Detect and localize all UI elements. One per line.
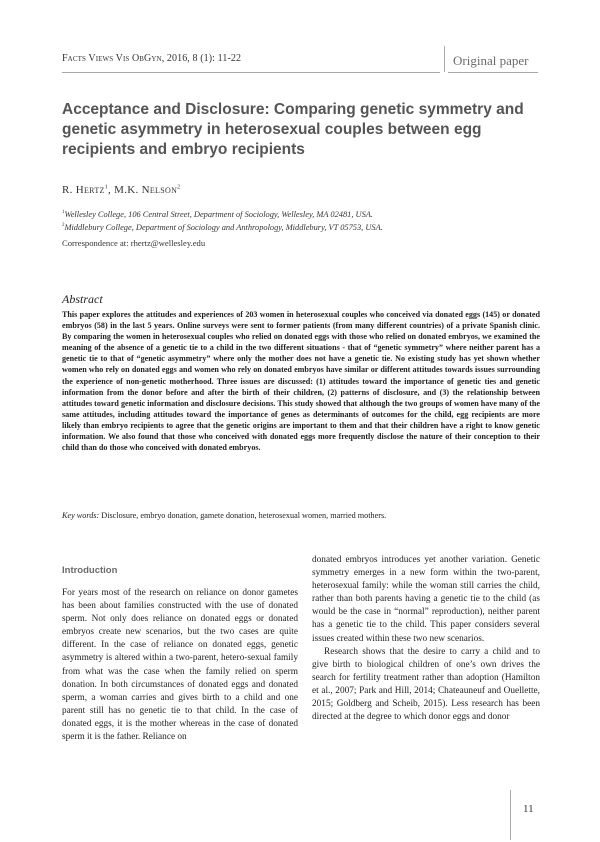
affiliation-2: [62, 223, 383, 232]
page-number: 11: [523, 803, 534, 815]
abstract-body: This paper explores the attitudes and experiences of 203 women in heterosexual couples who conceived via donated eggs (145) or donated embryos (58) in the last 5 years. Online surveys were sent to former patients (from many different countries) of a private Spanish clinic. By comparing the women in heterosexual couples who relied on donated eggs with those who relied on donated embryos, we examined the meaning of the absence of a genetic tie to a child in the two different situations - that of “genetic symmetry” where neither parent has a genetic tie to that of “genetic asymmetry” where only the mother does not have a genetic tie. No existing study has yet shown whether women who rely on donated eggs and women who rely on donated embryos have similar or different attitudes towards issues surrounding the experience of non-genetic motherhood. Three issues are discussed: (1) attitudes toward the importance of genetic ties and genetic information from the donor before and after the birth of their children, (2) patterns of disclosure, and (3) the relationship between attitudes toward genetic information and disclosure decisions. This study showed that although the two groups of women have many of the same attitudes, including attitudes toward the importance of genes as determinants of outcomes for the child, egg recipients are more likely than embryo recipients to agree that the genetic origins are important to them and that their children have a right to know genetic information. We also found that those who conceived with donated eggs more frequently disclose the nature of their conception to their child than do those who conceived with donated embryos.: [62, 310, 540, 453]
header-separator: [444, 46, 445, 72]
paragraph: For years most of the research on reliance on donor gametes has been about families constructed with the use of donated sperm. Not only does reliance on donated eggs or donated embryos create new scenarios, but the two cases are quite different. In the case of reliance on donated eggs, genetic asymmetry is altered within a two-parent, hetero-sexual family from what was the case when the family relied on sperm donation. In both circumstances of donated eggs and donated sperm, a woman carries and gives birth to a child and one parent still has no genetic tie to that child. In the case of donated eggs, it is the mother whereas in the case of donated sperm it is the father. Reliance on: [62, 588, 298, 743]
journal-name: Facts Views Vis ObGyn: [62, 53, 162, 64]
author-2-affiliation-mark: 2: [177, 184, 181, 191]
author-list: [62, 184, 180, 196]
footer-rule: [510, 790, 511, 840]
paper-title: Acceptance and Disclosure: Comparing genetic symmetry and genetic asymmetry in heterosexual couples between egg recipients and embryo recipients: [62, 101, 524, 158]
author-2-name: Nelson: [141, 184, 178, 196]
affiliation-1-mark: 1: [62, 210, 65, 216]
affiliation-1-text: Wellesley College, 106 Central Street, Department of Sociology, Wellesley, MA 02481, USA.: [64, 210, 373, 219]
journal-volume: , 2016, 8 (1): 11-22: [161, 53, 242, 64]
paragraph: Research shows that the desire to carry a child and to give birth to biological children of one’s own drives the search for fertility treatment rather than adoption (Hamilton et al., 2007; Park and Hill, 2014; Chateauneuf and Ouellette, 2015; Goldberg and Scheib, 2015). Less research has been directed at the degree to which donor eggs and donor: [312, 646, 540, 723]
author-1-initial: R.: [62, 184, 76, 196]
introduction-heading: Introduction: [62, 565, 118, 576]
correspondence-email: Correspondence at: rhertz@wellesley.edu: [62, 238, 206, 248]
body-column-left: [62, 587, 298, 744]
author-1-name: Hertz: [75, 184, 105, 196]
keywords: [62, 511, 540, 520]
keywords-label: Key words:: [62, 511, 100, 520]
paper-type-label: Original paper: [453, 53, 529, 68]
paragraph: donated embryos introduces yet another variation. Genetic symmetry emerges in a new form within the two-parent, heterosexual family: while the woman still carries the child, rather than both parents having a genetic tie to the child (as would be the case in “normal” reproduction), neither parent has a genetic tie to the child. This paper considers several issues created within these two new scenarios.: [312, 555, 540, 644]
header-rule-right: [448, 72, 538, 73]
journal-citation: [62, 53, 241, 64]
abstract-heading: Abstract: [62, 292, 103, 306]
author-separator: ,: [108, 184, 115, 196]
affiliation-2-text: Middlebury College, Department of Sociology and Anthropology, Middlebury, VT 05753, USA.: [64, 223, 383, 232]
body-column-right: [312, 554, 540, 724]
author-1-affiliation-mark: 1: [104, 184, 109, 191]
affiliation-1: [62, 210, 373, 219]
header-rule: [62, 72, 440, 73]
keywords-text: Disclosure, embryo donation, gamete donation, heterosexual women, married mothers.: [99, 511, 387, 520]
affiliation-2-mark: 2: [62, 223, 65, 229]
author-2-initial: M.K.: [114, 184, 142, 196]
